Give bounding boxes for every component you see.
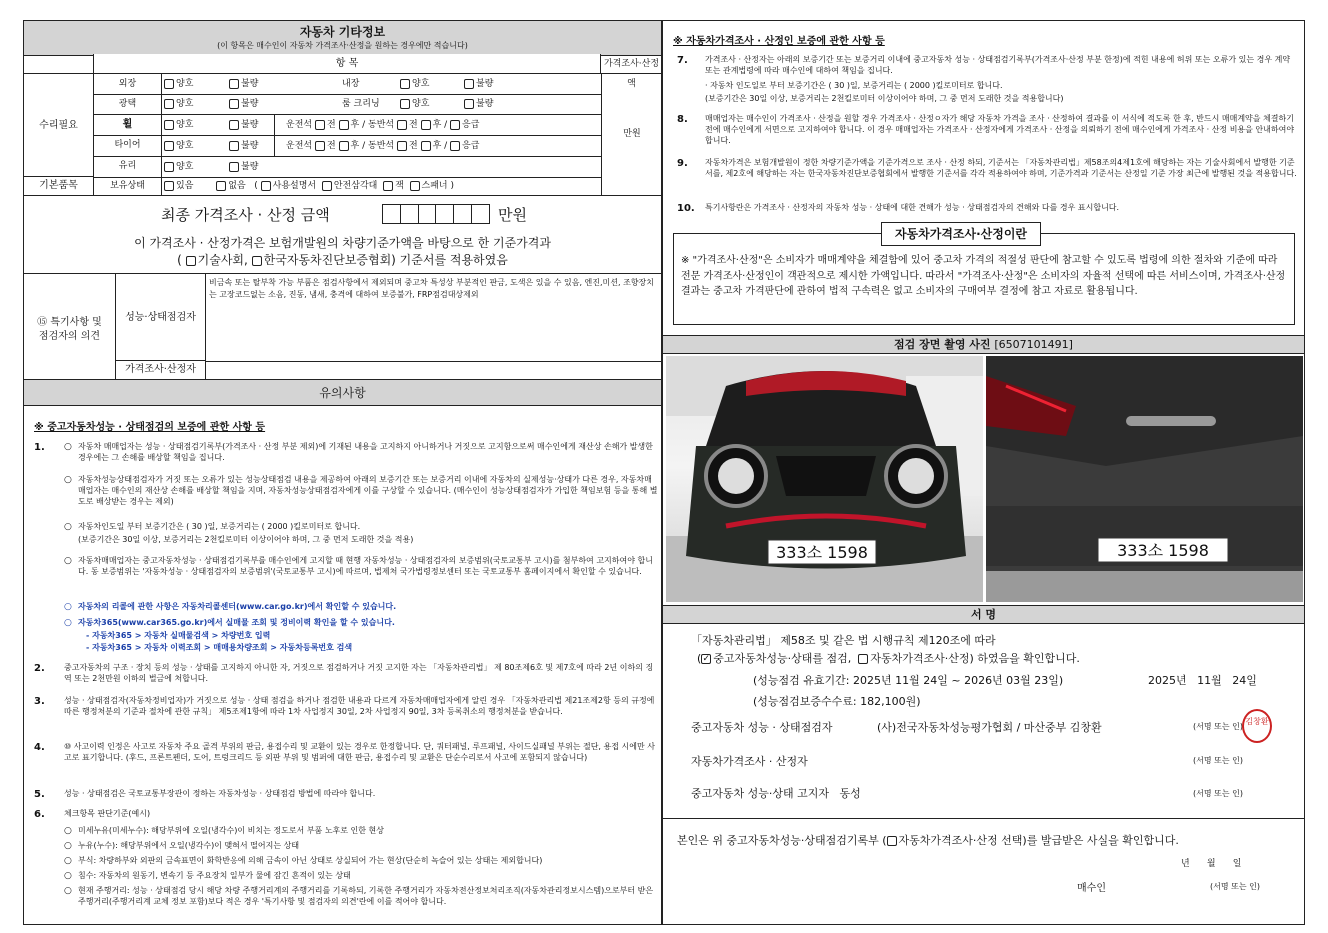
notes-title: 유의사항	[24, 380, 661, 406]
interior-label: 내장	[342, 79, 360, 89]
checkbox-icon[interactable]	[397, 141, 407, 151]
checkbox-icon[interactable]	[397, 120, 407, 130]
item-number: 5.	[34, 789, 45, 800]
wheel-label: 휠	[122, 119, 133, 130]
buyer-sign-or-seal: (서명 또는 인)	[1210, 882, 1260, 891]
note-1-3b: (보증기간은 30일 이상, 보증거리는 2천킬로미터 이상이어야 하며, 그 중 먼저 도래한 것을 적용)	[78, 535, 414, 544]
receipt-date: 년 월 일	[1181, 859, 1242, 869]
tire-bad[interactable]: 불량	[229, 140, 258, 152]
inspector-seal: 김창환	[1242, 709, 1272, 743]
inspection-photo-section	[662, 336, 1305, 606]
sign-or-seal: (서명 또는 인)	[1193, 756, 1243, 765]
checkbox-icon	[229, 120, 239, 130]
price-definition-text: ※ "가격조사·산정"은 소비자가 매매계약을 체결함에 있어 중고차 가격의 적절성 판단에 참고할 수 있도록 법령에 의한 절차와 기준에 따라 전문 가격조사·산정인이 객관적으로 제시한 가액입니다. 따라서 "가격조사·산정"은 소비자의 자율적 선택에 따른 서비스이며, 가격조사·산정 결과는 중고차 가격판단에 관하여 법적 구속력은 없고 소비자의 구매여부 결정에 참고 자료로 활용됩니다.	[681, 255, 1286, 297]
car365-path-1: - 자동차365 > 자동차 실매물검색 > 차량번호 입력	[86, 631, 271, 640]
own-status-label: 보유상태	[110, 181, 145, 191]
checkbox-icon	[229, 99, 239, 109]
checkbox-icon[interactable]	[887, 836, 897, 846]
tire-label: 타이어	[114, 140, 141, 150]
receipt-section	[662, 819, 1305, 925]
item-number: 3.	[34, 696, 45, 707]
interior-good[interactable]: 양호	[400, 78, 429, 90]
special-notes-section	[23, 274, 662, 380]
note-1-2: 자동차성능상태점검자가 거짓 또는 오류가 있는 성능상태점검 내용을 제공하여 아래의 보증기간 또는 보증거리 이내에 자동차의 실제성능·상태가 다른 경우, 자동차매매업자는 매수인의 재산상 손해를 배상할 책임을 지며, 자동차성능상태점검자에게 이를 구상할 수 있습니다. (매수인이 성능상태점검자가 가입한 책임보험 등을 통해 별도로 배상받는 경우는 제외)	[78, 475, 658, 506]
note-10: 특기사항란은 가격조사 · 산정자의 자동차 성능 · 상태에 대한 견해가 성능 · 상태점검자의 견해와 다를 경우 표시합니다.	[705, 203, 1120, 212]
buyer-label: 매수인	[1077, 883, 1106, 894]
note-6-4: 침수: 자동차의 원동기, 변속기 등 주요장치 일부가 물에 잠긴 흔적이 있는 상태	[78, 871, 351, 880]
item-number: 2.	[34, 663, 45, 674]
sign-line-2: (✓ 중고자동차성능·상태를 점검, 자동차가격조사·산정) 하였음을 확인합니다.	[697, 652, 1080, 665]
note-3: 성능 · 상태점검자(자동차정비업자)가 거짓으로 성능 · 상태 점검을 하거나 점검한 내용과 다르게 자동차매매업자에게 알린 경우 「자동차관리법 제21조제2항 등의 규정에 따른 행정처분의 기준과 절차에 관한 규칙」 제5조제1항에 따라 1차 사업정지 30일, 2차 사업정지 90일, 3차 등록취소의 행정처분을 받습니다.	[64, 696, 655, 716]
checkbox-icon[interactable]	[315, 141, 325, 151]
signature-title: 서 명	[663, 606, 1304, 624]
tire-positions: 운전석 전 후 / 동반석 전 후 / 응급	[286, 141, 480, 151]
front-plate: 333소 1598	[776, 543, 868, 562]
rear-plate: 333소 1598	[1117, 541, 1209, 560]
room-cleaning-good[interactable]: 양호	[400, 98, 429, 110]
checkbox-icon[interactable]	[322, 181, 332, 191]
note-6-1: 미세누유(미세누수): 해당부위에 오일(냉각수)이 비치는 정도로서 부품 노후로 인한 현상	[78, 826, 385, 835]
price-person-label: 자동차가격조사 · 산정자	[691, 755, 808, 768]
other-info-title: 자동차 기타정보	[299, 25, 386, 39]
final-amount-section	[23, 196, 662, 274]
other-info-header	[24, 21, 661, 56]
gloss-label: 광택	[118, 99, 137, 109]
exterior-good[interactable]: 양호	[164, 78, 193, 90]
checkbox-icon	[164, 120, 174, 130]
glass-label: 유리	[118, 161, 137, 171]
basic-items-label: 기본품목	[24, 177, 94, 195]
price-guarantee-title: ※ 자동차가격조사 · 산정인 보증에 관한 사항 등	[673, 36, 885, 47]
wheel-good[interactable]: 양호	[164, 119, 193, 131]
item-number: 6.	[34, 809, 45, 820]
note-2: 중고자동차의 구조 · 장치 등의 성능 · 상태를 고지하지 아니한 자, 거짓으로 점검하거나 거짓 고지한 자는 「자동차관리법」 제 80조제6호 및 제7호에 따라 2년 이하의 징역 또는 2천만원 이하의 벌금에 처합니다.	[64, 663, 654, 683]
note-7b: · 자동차 인도일로 부터 보증기간은 ( 30 )일, 보증거리는 ( 2000 )킬로미터로 합니다.	[705, 81, 1003, 90]
checkbox-icon[interactable]	[858, 654, 868, 664]
signature-section	[662, 606, 1305, 819]
checkbox-icon[interactable]	[339, 120, 349, 130]
sign-or-seal: (서명 또는 인)	[1193, 722, 1243, 731]
checkbox-icon[interactable]	[450, 141, 460, 151]
note-5: 성능 · 상태점검은 국토교통부장관이 정하는 자동차성능 · 상태점검 방법에 따라야 합니다.	[64, 789, 376, 798]
gloss-good[interactable]: 양호	[164, 98, 193, 110]
checkbox-icon	[164, 79, 174, 89]
checkbox-icon	[164, 99, 174, 109]
checkbox-icon[interactable]	[186, 256, 196, 266]
repair-needed-label: 수리필요	[24, 74, 94, 177]
col-item-header: 항 목	[94, 54, 601, 74]
validity-period: (성능점검 유효기간: 2025년 11월 24일 ~ 2026년 03월 23일)	[753, 674, 1064, 687]
photo-title: 점검 장면 촬영 사진	[894, 338, 991, 351]
glass-good[interactable]: 양호	[164, 161, 193, 173]
room-cleaning-label: 룸 크리닝	[342, 99, 380, 109]
checkbox-icon	[164, 162, 174, 172]
perf-inspector-opinion: 비금속 또는 탈부착 가능 부품은 점검사항에서 제외되며 중고차 특성상 부분적인 판금, 도색은 있을 수 있음, 엔진,미션, 조향장치는 고장코드없는 소음, 진동, 냄새, 충격에 대하여 보증불가, FRP점검대상제외	[209, 278, 654, 299]
perf-inspector-label: 성능·상태점검자	[116, 274, 206, 361]
warranty-fee: (성능점검보증수수료: 182,100원)	[753, 695, 921, 708]
checkbox-icon	[400, 99, 410, 109]
car365-path-2: - 자동차365 > 자동차 이력조회 > 매매용차량조회 > 자동차등록번호 검색	[86, 643, 353, 652]
item-number: 8.	[677, 114, 688, 125]
checkbox-icon	[229, 141, 239, 151]
room-cleaning-bad[interactable]: 불량	[464, 98, 493, 110]
sign-or-seal: (서명 또는 인)	[1193, 789, 1243, 798]
interior-bad[interactable]: 불량	[464, 78, 493, 90]
checkbox-icon[interactable]	[450, 120, 460, 130]
checkbox-icon[interactable]	[216, 181, 226, 191]
final-amount-unit: 만원	[498, 206, 527, 224]
item-number: 4.	[34, 742, 45, 753]
note-7c: (보증기간은 30일 이상, 보증거리는 2천킬로미터 이상이어야 하며, 그 중 먼저 도래한 것을 적용합니다)	[705, 94, 1064, 103]
item-number: 9.	[677, 158, 688, 169]
checkbox-icon	[164, 141, 174, 151]
note-6: 체크항목 판단기준(예시)	[64, 809, 151, 818]
checkbox-icon[interactable]	[421, 141, 431, 151]
checkbox-icon[interactable]	[339, 141, 349, 151]
notes-section: 유의사항 ※ 중고자동차성능 · 상태점검의 보증에 관한 사항 등 1. ○ 자동차 매매업자는 성능 · 상태점검기록부(가격조사 · 산정 부분 제외)에 기재된 내용을 고지하지 아니하거나 거짓으로 고지함으로써 매수인에게 재산상 손해가 발생한 경우에는 그 손해를 배상할 책임을 집니다. ○ 자동차성능상태점검자가 거짓 또는 오류가 있는 성능상태점검 내용을 제공하여 아래의 보증기간 또는 보증거리 이내에 자동차의 실제성능·상태가 다른 경우, 자동차매매업자는 매수인의 재산상 손해를 배상할 책임을 지며, 자동차성능상태점검자에게 이를 구상할 수 있습니다. (매수인이 성능상태점검자가 가입한 책임보험 등을 통해 별도로 배상받는 경우는 제외) ○ 자동차인도일 부터 보증기간은 ( 30 )일, 보증거리는 ( 2000 )킬로미터로 합니다. (보증기간은 30일 이상, 보증거리는 2천킬로미터 이상이어야 하며, 그 중 먼저 도래한 것을 적용) ○ 자동차매매업자는 중고자동차성능 · 상태점검기록부를 매수인에게 고지할 때 현행 자동차성능 · 상태점검자의 보증범위(국토교통부 고시)를 첨부하여 고지하여야 합니다. 동 보증범위는 '자동차성능 · 상태점검자의 보증범위'(국토교통부 고시)에 따르며, 법제처 국가법령정보센터 또는 국토교통부 홈페이지에서 확인할 수 있습니다. ○ 자동차의 리콜에 관한 사항은 자동차리콜센터(www.car.go.kr)에서 확인할 수 있습니다. ○ 자동차365(www.car365.go.kr)에서 실매물 조회 및 정비이력 확인을 할 수 있습니다. - 자동차365 > 자동차 실매물검색 > 차량번호 입력 - 자동차365 > 자동차 이력조회 > 매매용차량조회 > 자동차등록번호 검색 2. 중고자동차의 구조 · 장치 등의 성능 · 상태를 고지하지 아니한 자, 거짓으로 점검하거나 거짓 고지한 자는 「자동차관리법」 제 80조제6호 및 제7호에 따라 2년 이하의 징역 또는 2천만원 이하의 벌금에 처합니다. 3. 성능 · 상태점검자(자동차정비업자)가 거짓으로 성능 · 상태 점검을 하거나 점검한 내용과 다르게 자동차매매업자에게 알린 경우 「자동차관리법 제21조제2항 등의 규정에 따른 행정처분의 기준과 절차에 관한 규칙」 제5조제1항에 따라 1차 사업정지 30일, 2차 사업정지 90일, 3차 등록취소의 행정처분을 받습니다. 4. ⑩ 사고이력 인정은 사고로 자동차 주요 골격 부위의 판금, 용접수리 및 교환이 있는 경우로 한정합니다. 단, 쿼터패널, 루프패널, 사이드실패널 부위는 절단, 용접 시에만 사고로 표기합니다. (후드, 프론트펜더, 도어, 트렁크리드 등 외판 부위 및 범퍼에 대한 판금, 용접수리 및 교환은 단순수리로서 사고에 포함되지 않습니다) 5. 성능 · 상태점검은 국토교통부장관이 정하는 자동차성능 · 상태점검 방법에 따라야 합니다. 6. 체크항목 판단기준(예시) ○ 미세누유(미세누수): 해당부위에 오일(냉각수)이 비치는 정도로서 부품 노후로 인한 현상 ○ 누유(누수): 해당부위에서 오일(냉각수)이 맺혀서 떨어지는 상태 ○ 부식: 차량하부와 외판의 금속표면이 화학반응에 의해 금속이 아닌 상태로 상실되어 가는 현상(단순히 녹슬어 있는 상태는 제외합니다) ○ 침수: 자동차의 원동기, 변속기 등 주요장치 일부가 물에 잠긴 흔적이 있는 상태 ○ 현재 주행거리: 성능 · 상태점검 당시 해당 차량 주행거리계의 주행거리를 기록하되, 기록한 주행거리가 자동차전산정보처리조직(자동차관리정보시스템)으로부터 받은 주행거리(주행거리계 교체 정보 포함)보다 적은 경우 '특기사항 및 점검자의 의견'란에 이를 적어야 합니다.	[23, 380, 662, 925]
final-desc-1: 이 가격조사 · 산정가격은 보험개발원의 차량기준가액을 바탕으로 한 기준가격과	[134, 236, 551, 250]
tire-good[interactable]: 양호	[164, 140, 193, 152]
checkbox-icon	[464, 79, 474, 89]
final-desc-2: ( 기술사회, 한국자동차진단보증협회) 기준서를 적용하였음	[177, 253, 508, 267]
note-6-3: 부식: 차량하부와 외판의 금속표면이 화학반응에 의해 금속이 아닌 상태로 상실되어 가는 현상(단순히 녹슬어 있는 상태는 제외합니다)	[78, 856, 543, 865]
rear-car-photo	[986, 356, 1303, 602]
repair-table	[23, 54, 662, 196]
checkbox-icon[interactable]	[164, 181, 174, 191]
inspector-name: (사)전국자동차성능평가협회 / 마산중부 김창환	[877, 721, 1102, 734]
item-number: 7.	[677, 55, 688, 66]
note-8: 매매업자는 매수인이 가격조사 · 산정을 원할 경우 가격조사 · 산정ㅇ자가 해당 자동차 가격을 조사 · 산정하여 결과를 이 서식에 적도록 한 후, 반드시 매매계약을 체결하기 전에 매수인에게 서면으로 고지하여야 합니다. 이 경우 매매업자는 가격조사 · 산정자에게 가격조사 · 산정을 의뢰하기 전에 매수인에게 가격조사 · 산정 비용을 안내하여야 합니다.	[705, 114, 1295, 145]
notes-section-title: ※ 중고자동차성능 · 상태점검의 보증에 관한 사항 등	[34, 422, 266, 433]
other-info-subtitle: (이 항목은 매수인이 자동차 가격조사·산정을 원하는 경우에만 적습니다)	[217, 41, 468, 50]
sign-date: 2025년 11월 24일	[1148, 674, 1257, 687]
car365-link[interactable]: 자동차365(www.car365.go.kr)에서 실매물 조회 및 정비이력 확인을 할 수 있습니다.	[78, 618, 395, 627]
col-price-header: 가격조사·산정액	[601, 54, 662, 74]
basic-items-row: 있음 없음 ( 사용설명서 안전삼각대 잭 스패너 )	[164, 180, 454, 192]
recall-link[interactable]: 자동차의 리콜에 관한 사항은 자동차리콜센터(www.car.go.kr)에서 확인할 수 있습니다.	[78, 602, 397, 611]
photo-id: [6507101491]	[994, 338, 1073, 351]
checkbox-icon[interactable]	[315, 120, 325, 130]
wheel-positions: 운전석 전 후 / 동반석 전 후 / 응급	[286, 120, 480, 130]
final-amount-title: 최종 가격조사 · 산정 금액	[161, 206, 330, 224]
price-definition-title: 자동차가격조사·산정이란	[881, 222, 1041, 246]
checkbox-icon	[464, 99, 474, 109]
checkbox-icon[interactable]	[261, 181, 271, 191]
check-icon[interactable]: ✓	[702, 654, 711, 664]
checkbox-icon[interactable]	[252, 256, 262, 266]
note-7a: 가격조사 · 산정자는 아래의 보증기간 또는 보증거리 이내에 중고자동차 성능 · 상태점검기록부(가격조사·산정 부분 한정)에 적힌 내용에 허위 또는 오류가 있는 경우 계약 또는 관계법령에 따라 매수인에 대하여 책임을 집니다.	[705, 55, 1291, 75]
price-unit: 만원	[601, 74, 662, 195]
checkbox-icon	[229, 79, 239, 89]
note-6-2: 누유(누수): 해당부위에서 오일(냉각수)이 맺혀서 떨어지는 상태	[78, 841, 300, 850]
checkbox-icon	[229, 162, 239, 172]
checkbox-icon[interactable]	[410, 181, 420, 191]
receipt-text: 본인은 위 중고자동차성능·상태점검기록부 ( 자동차가격조사·산정 선택)를 발급받은 사실을 확인합니다.	[677, 834, 1179, 847]
final-amount-boxes[interactable]	[382, 204, 490, 224]
note-1-1: 자동차 매매업자는 성능 · 상태점검기록부(가격조사 · 산정 부분 제외)에 기재된 내용을 고지하지 아니하거나 거짓으로 고지함으로써 매수인에게 재산상 손해가 발생한 경우에는 그 손해를 배상할 책임을 집니다.	[78, 442, 653, 462]
special-notes-label: ⑮ 특기사항 및 점검자의 의견	[24, 274, 116, 379]
sign-line-1: 「자동차관리법」 제58조 및 같은 법 시행규칙 제120조에 따라	[691, 634, 996, 647]
item-number: 1.	[34, 442, 45, 453]
photo-header	[663, 336, 1304, 354]
note-9: 자동차가격은 보험개발원이 정한 차량기준가액을 기준가격으로 조사 · 산정 하되, 기준서는 「자동차관리법」제58조의4제1호에 해당하는 자는 기술사회에서 발행한 기준서를, 제2호에 해당하는 자는 한국자동차진단보증협회에서 발행한 기준서를 각각 적용하여야 하며, 기준가격과 기준서는 산정일 기준 가장 최근에 발행된 것을 적용합니다.	[705, 158, 1297, 178]
exterior-bad[interactable]: 불량	[229, 78, 258, 90]
note-1-3a: 자동차인도일 부터 보증기간은 ( 30 )일, 보증거리는 ( 2000 )킬로미터로 합니다.	[78, 522, 361, 531]
inspector-label: 중고자동차 성능 · 상태점검자	[691, 721, 833, 734]
wheel-bad[interactable]: 불량	[229, 119, 258, 131]
gloss-bad[interactable]: 불량	[229, 98, 258, 110]
checkbox-icon[interactable]	[383, 181, 393, 191]
note-1-4: 자동차매매업자는 중고자동차성능 · 상태점검기록부를 매수인에게 고지할 때 현행 자동차성능 · 상태점검자의 보증범위(국토교통부 고시)를 첨부하여 고지하여야 합니다. 동 보증범위는 '자동차성능 · 상태점검자의 보증범위'(국토교통부 고시)에 따르며, 법제처 국가법령정보센터 또는 국토교통부 홈페이지에서 확인할 수 있습니다.	[78, 556, 653, 576]
front-car-photo	[666, 356, 983, 602]
notifier-label: 중고자동차 성능·상태 고지자 동성	[691, 787, 861, 800]
checkbox-icon[interactable]	[421, 120, 431, 130]
note-4: ⑩ 사고이력 인정은 사고로 자동차 주요 골격 부위의 판금, 용접수리 및 교환이 있는 경우로 한정합니다. 단, 쿼터패널, 루프패널, 사이드실패널 부위는 절단, 용접 시에만 사고로 표기합니다. (후드, 프론트펜더, 도어, 트렁크리드 등 외판 부위 및 범퍼에 대한 판금, 용접수리 및 교환은 단순수리로서 사고에 포함되지 않습니다)	[64, 742, 655, 762]
price-appraiser-label: 가격조사·산정자	[116, 361, 206, 379]
price-guarantee-section	[662, 20, 1305, 336]
exterior-label: 외장	[118, 79, 137, 89]
checkbox-icon	[400, 79, 410, 89]
note-6-5: 현재 주행거리: 성능 · 상태점검 당시 해당 차량 주행거리계의 주행거리를 기록하되, 기록한 주행거리가 자동차전산정보처리조직(자동차관리정보시스템)으로부터 받은 주행거리(주행거리계 교체 정보 포함)보다 적은 경우 '특기사항 및 점검자의 의견'란에 이를 적어야 합니다.	[78, 886, 654, 906]
item-number: 10.	[677, 203, 695, 214]
glass-bad[interactable]: 불량	[229, 161, 258, 173]
